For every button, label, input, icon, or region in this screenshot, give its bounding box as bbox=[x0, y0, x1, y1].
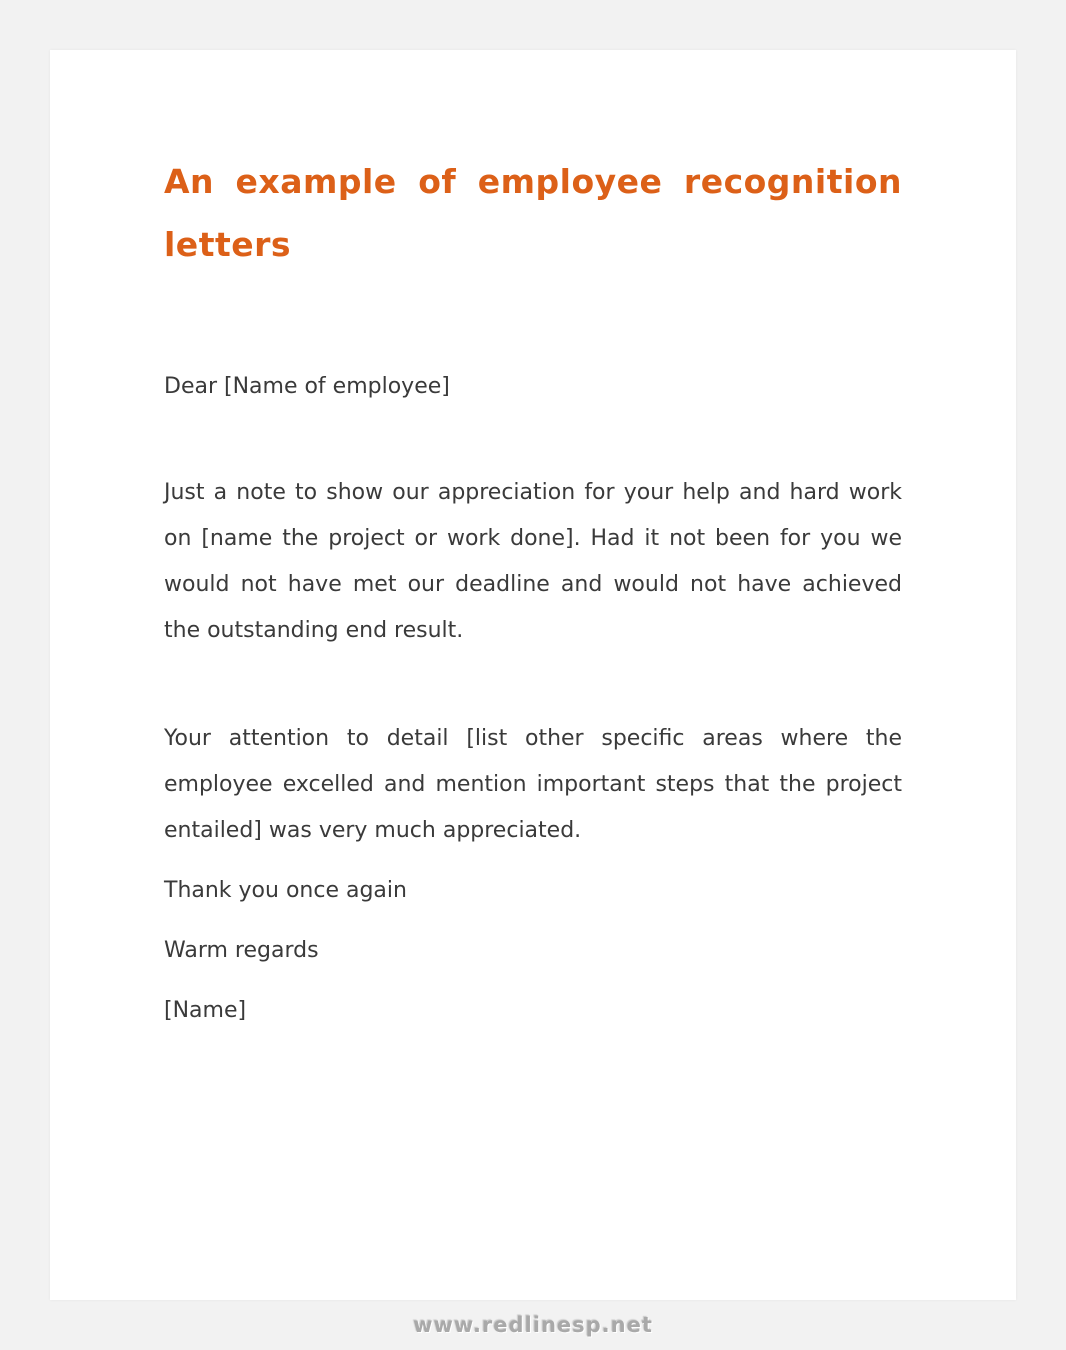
letter-body bbox=[164, 364, 902, 1034]
closing-block bbox=[164, 868, 902, 1034]
closing-thanks: Thank you once again bbox=[164, 878, 407, 903]
letter-page bbox=[50, 50, 1016, 1300]
salutation: Dear [Name of employee] bbox=[164, 374, 450, 399]
body-paragraph-1: Just a note to show our appreciation for your help and hard work on [name the project or work done]. Had it not been for you we would not have met our deadline and would not have achieved the outstanding end result. bbox=[164, 480, 902, 643]
page-footer bbox=[0, 1300, 1066, 1350]
body-paragraph-2: Your attention to detail [list other specific areas where the employee excelled and mention important steps that the project entailed] was very much appreciated. bbox=[164, 726, 902, 843]
letter-title: An example of employee recognition letters bbox=[164, 162, 902, 264]
watermark-text: www.redlinesp.net bbox=[413, 1313, 653, 1337]
closing-regards: Warm regards bbox=[164, 938, 319, 963]
signature-name: [Name] bbox=[164, 998, 247, 1023]
